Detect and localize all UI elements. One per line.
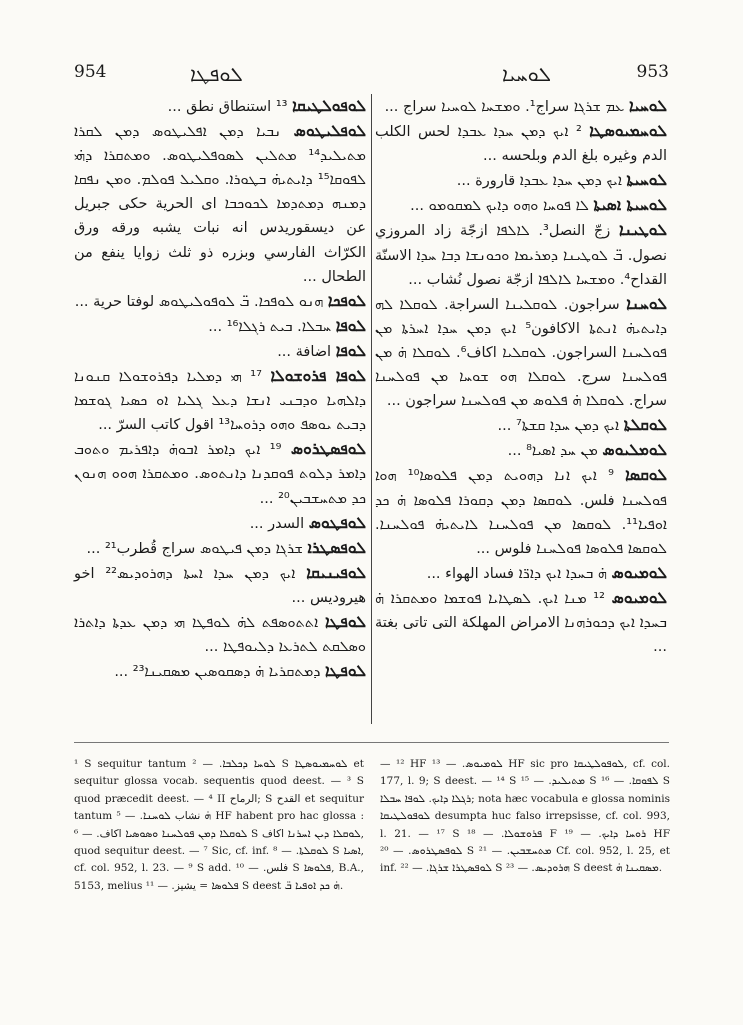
entry-lemma: ܠܘܩܠܬܐ [623,416,667,435]
entry-lemma: ܠܘܡܠܝܘܣ [602,441,667,460]
dictionary-entry [74,289,366,314]
entry-lemma: ܠܘܡܝܘܣ [611,588,668,607]
entry-lemma: ܠܘܚܝܬܐ [626,171,667,190]
entry-text: ܗ̇ ܒܚܕܐ ܐܝܟ ܕܐܪ̈ܐ فساد الهواء ... [426,565,607,582]
entry-text: ܐܝܟ ܕܡܢ ܚܕܐ ܩܫܬܐ⁷ ... [497,418,620,435]
entry-text: ⁹ ܐܝܟ ܐܢܐ ܕܗܘܝܬ ܕܡܢ ܦܠܘܣܐ¹⁰ ܗܘܐ ܦܘܠܚܢܐ فلس. ܠܘܩܣܐ ܕܡܢ ܕܩܘܪܐ ܦܠܘܣܐ ܗ̇ ܟܕ ܐܘܦܝܐ¹¹. ܠܘܩܣܐ ܡܢ ܦܘܠܚܢܐ ܠܐܝܬܝܗ̇ ܦܘܠܚܢܐ. ܠܘܩܣܐ ܦܠܘܣܐ ܦܘܠܚܢܐ فلوس ... [375,468,667,557]
entry-lemma: ܠܘܛܝܢܐ [618,221,667,240]
footnotes-right [380,756,670,878]
entry-lemma: ܠܘܦܛܘܣ [308,513,366,532]
entry-text: ܐܝܟ ܕܡܢ ܚܕܐ ܐܚܬܐ ܕܗܪܘܕܝܣ²² اخو هيروديس ... [74,565,366,606]
dictionary-entry [375,94,667,119]
dictionary-entry [375,586,667,659]
entry-lemma: ܠܘܡܝܘܣ [611,563,667,582]
entry-lemma: ܠܘܦܠܝܛܘܣ [293,122,366,141]
left-column [74,94,366,684]
entry-text: ܠܐ ܦܘܚܐ ܘܗܘ ܕܐܝܟ ܠܡܩܘܡܘ ... [410,198,589,215]
running-head-left: ܠܘܦܛܐ [190,62,243,86]
dictionary-entry [74,659,366,684]
footnote-text: ¹ S sequitur tantum ܠܘܚܐ ܕܟܠܒܐ. — ² S ܠܘܚܡܝܘܣܛܐ et sequitur glossa vocab. sequentis quod deest. — ³ S quod præcedit deest. — ⁴ II الرماح; S القدح et sequitur tantum ܗ̇ نشاب ܠܘܚܢܐ. — ⁵ HF habent pro hac glossa : ܠܘܩܠܐ ܕܡܢ ܦܘܠܚܢܐ ܘܣܘܣܝܐ اكاف. — ⁶ S ܠܘܩܠܐ ܕܝܢ ܐܚܪܢܐ اكاف, quod sequitur deest. — ⁷ Sic, cf. inf. ܠܘܩܠܬܐ. — ⁸ S ܐܣܝܐ, cf. col. 952, l. 23. — ⁹ S add. فلس. — ¹⁰ S ܦܠܘܣܐ, B.A., 5153, melius ܦܠܘܣܐ = يشيز. — ¹¹ S deest ܗ̇ ܟܕ ܐܘܦܝܐ ܒ̈. [74,758,365,892]
page-header [70,62,673,92]
dictionary-entry [74,437,366,510]
dictionary-entry [375,292,667,413]
entry-lemma: ܠܘܦܛܐ [325,662,366,681]
entry-text: ܢܒܝܐ ܕܡܢ ܐܦܠܝܛܘܣ ܕܡܢ ܠܩܪܐ ܡܬܝܠܝܕ¹⁴ ܡܬܠܝܢ ܠܣܘܦܠܝܛܘܣ. ܘܡܬܩܪܐ ܕܗ̇ܝ ܠܦܘܩܐ¹⁵ ܕܐܝܬܝܗ̇ ܒܛܘܪܐ. ܘܩܠܝܠ ܦܘܠܡ. ܘܡܢ ܢܦܩܐ ܕܡܢܗ ܕܡܬܕܡܐ ܠܟܘܟܒܐ اى الحرية حكى جبريل عن ديسقوريدس انه نبات يشبه ورقه ورق الكرّاث الفارسي وبزره ذو ثلث زوايا ينفع من الطحال ... [74,124,366,285]
entry-text: ܥܡ ܫܪܓܐ سراج¹. ܘܡܫܚܐ ܠܘܚܝܐ سراج ... [384,99,625,115]
dictionary-entry [375,561,667,586]
right-column [375,94,667,659]
entry-text: زجّ النصل³. ܠܐܠܦܐ ازجّة زاد المروزي نصول. ܒ̈ ܠܘܛܝܢܐ ܕܡܪܝܡܐ ܘܟܘܢܫܐ ܕܒܐ ܚܕܐ الاسنّة القداح⁴. ܘܡܫܚܐ ܠܐܠܦܐ ازجّة نصول نُشاب ... [375,223,667,288]
dictionary-entry [375,218,667,291]
dictionary-entry [375,168,667,193]
entry-lemma: ܠܘܦܘܠܛܝܩܐ [292,97,366,115]
dictionary-entry [375,119,667,168]
entry-text: ¹³ استنطاق نطق ... [167,99,288,115]
entry-lemma: ܠܘܚܢܐ [626,294,667,313]
entry-lemma: ܠܘܩܣܐ [625,466,667,485]
entry-lemma: ܠܘܦܐ ܦܪܘܫܘܠܐ [270,367,367,386]
entry-text: ܫܪܓܐ ܕܡܢ ܦܝܛܘܣ سراج قُطرب²¹ ... [86,540,303,557]
entry-text: السدر ... [249,515,305,532]
entry-lemma: ܠܘܚܡܝܘܣܛܐ [589,122,668,141]
dictionary-entry [375,193,667,218]
entry-lemma: ܠܘܦܐ [335,316,366,335]
dictionary-entry [74,314,366,339]
footnote-text: — ¹² HF ܠܘܡܝܘܣ. — ¹³ HF sic pro ܠܘܦܘܠܛܝܩܐ, cf. col. 177, l. 9; S deest. — ¹⁴ S ܡܬܝܠܝܕ. — ¹⁵ S ܠܦܘܩܐ. — ¹⁶ S ܪܓܠܐ ܕܐܝܟ. ܠܘܦܐ ܚܒܠܐ; nota hæc vocabula e glossa nominis ܠܘܦܘܠܛܝܩܐ desumpta huc falso irrepsisse, cf. col. 993, l. 21. — ¹⁷ S ܦܪܘܫܘܠܐ. — ¹⁸ F ܪܘܚܐ ܕܐܝܟ. — ¹⁹ HF ܠܘܦܣܛܪܘܣ. — ²⁰ S ܡܬܚܫܒܝܢ. — ²¹ Cf. col. 952, l. 25, et inf. ܠܘܦܣܛܪܐ ܫܪܓܐ. — ²² S ܗܪܘܕܝܣ. — ²³ S deest ܡܣܩܝܢܐ ܗ̇. [380,758,671,875]
entry-lemma: ܠܘܚܝܬܐ ܐܣܝܬܐ [593,196,667,215]
entry-text: سراجون. ܠܘܩܠܝܢܐ السراجة. ܠܘܩܠܐ ܠܗ ܕܐܝܬܝܗ̇ ܐܢܬܬܐ الاكافون⁵ ܐܝܟ ܕܡܢ ܚܕܐ ܐܚܪܬܐ ܡܢ ܦܘܠܚܢܐ السراجون. ܠܘܩܠܝܐ اكاف⁶. ܠܘܩܠܐ ܗ̇ ܡܢ ܦܘܠܚܢܐ سرج. ܠܘܩܠܐ ܗܘ ܫܘܚܐ ܡܢ ܦܘܠܚܢܐ سراج. ܠܘܩܠܐ ܗ̇ ܦܠܘܣ ܡܢ ܦܘܠܚܢܐ سراجون ... [375,296,667,410]
entry-text: ܐܬܬܘܣܦܬ ܠܗ̇ ܠܘܦܛܐ ܗܝ ܕܡܢ ܥܕܬܐ ܕܐܬܪܐ ܘܣܠܩܬ ܠܬܪܥܐ ܕܠܝܘܦܛܐ ... [74,614,366,656]
entry-lemma: ܠܘܦܐ [335,341,366,360]
entry-text: اضافة ... [277,343,332,360]
entry-lemma: ܠܘܦܟܐ [327,291,366,310]
page-number-right: 953 [636,62,669,82]
dictionary-entry [74,119,366,289]
entry-lemma: ܠܘܦܣܛܪܐ [307,538,366,557]
dictionary-entry [74,364,366,437]
dictionary-entry [74,561,366,610]
entry-text: ¹⁷ ܗܝ ܕܡܠܝܐ ܕܦܪܘܫܘܠܐ ܩܢܘܢܐ ܕܐܠܗܝܐ ܘܕܒܢܝ ܐܢܫܐ ܕܥܠ ܓܠܝܐ ܐܘ ܟܣܝܐ ܓܘܫܡܐ ܕܒܝܬ ܝܘܣܦ ܘܗܘ ܕܪܘܚܐ¹³ اقول كاتب السرّ ... [74,369,366,434]
dictionary-entry [74,94,366,119]
column-divider [371,94,372,724]
entry-text: ܗܢܘ ܠܘܦܟܐ. ܒ̈ ܠܘܦܘܠܝܛܘܣ لوفتا حرية ... [74,293,324,310]
entry-lemma: ܠܘܦܛܐ [325,612,366,631]
dictionary-entry [74,610,366,659]
entry-text: ܡܢ ܚܕ ܐܣܝܐ⁸ ... [507,443,598,460]
running-head-right: ܠܘܚܝܐ [502,62,552,86]
entry-text: ܕܡܬܩܪܝܐ ܗ̇ ܕܣܩܘܣܝܢ ܡܣܩܝܢܐ²³ ... [114,664,321,681]
dictionary-entry [375,413,667,438]
dictionary-entry [375,438,667,463]
entry-text: ܐܝܟ ܕܡܢ ܚܕܐ ܥܒܕܐ قارورة ... [456,173,622,190]
entry-lemma: ܠܘܚܝܐ [628,97,667,115]
dictionary-entry [74,511,366,536]
footnotes-left [74,756,364,895]
footnote-divider [74,742,669,743]
entry-text: ¹² ܡܢܐ ܐܝܟ. ܠܣܛܐܝܐ ܦܘܫܡܐ ܘܡܬܩܪܐ ܗ̇ ܒܚܕܐ ܐܝܟ ܕܟܘܪܗܢܐ الامراض المهلكة التى تاتى بغتة ... [375,590,667,656]
entry-lemma: ܠܘܦܣܛܪܘܣ [290,440,366,459]
dictionary-entry [74,536,366,561]
entry-lemma: ܠܘܦܝܢܝܩܐ [306,563,367,582]
dictionary-entry [375,463,667,560]
page-number-left: 954 [74,62,107,82]
dictionary-entry [74,339,366,364]
entry-text: ܚܒܠܐ. ܒܝܬ ܪܓܠܐ¹⁶ ... [208,318,332,335]
entry-text: ¹⁹ ܐܝܟ ܕܐܡܪ ܐܒܘܗ̇ ܕܐܦܪܝܡ ܘܬܘܒ ܕܐܡܪ ܕܠܘܬ ܦܘܩܕܢܐ ܕܐܢܬܘܣ. ܘܡܬܩܪܐ ܗܘܘ ܗܢܘܢ ܟܕ ܡܬܚܫܒܝܢ²⁰ ... [74,442,366,507]
entry-text: ² ܐܝܟ ܕܡܢ ܚܕܐ ܥܒܕܐ لحس الكلب الدم وغيره بلغ الدم وبلحسه ... [375,124,667,165]
